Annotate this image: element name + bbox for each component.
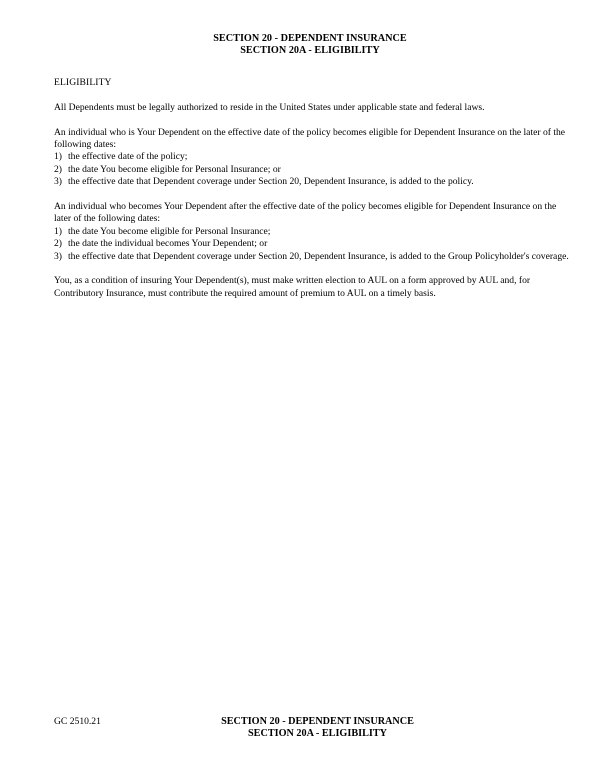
list-item-text: the effective date that Dependent coverage under Section 20, Dependent Insurance, is added to the policy. [68,176,474,188]
list-item-text: the date You become eligible for Personal Insurance; or [68,163,281,175]
document-footer [0,716,600,746]
header-title-line-2: SECTION 20A - ELIGIBILITY [240,45,380,57]
list-item-number: 2) [54,163,62,175]
paragraph-dependents-authorized: All Dependents must be legally authorized to reside in the United States under applicable state and federal laws. [54,101,485,113]
paragraph-written-election-condition: You, as a condition of insuring Your Dependent(s), must make written election to AUL on a form approved by AUL and, for Contributory Insurance, must contribute the required amount of premium to AUL on a timely basis. [54,275,531,299]
spacer [54,114,570,126]
list-item-number: 2) [54,238,62,250]
list-item-text: the effective date of the policy; [68,151,188,163]
list-item-text: the effective date that Dependent coverage under Section 20, Dependent Insurance, is added to the Group Policyholder's coverage. [68,250,569,262]
paragraph-becomes-dependent-after: An individual who becomes Your Dependent after the effective date of the policy becomes eligible for Dependent Insurance on the later of the following dates: [54,201,557,225]
document-body [54,77,570,300]
list-item-text: the date You become eligible for Personal Insurance; [68,225,271,237]
list-item [54,151,570,163]
list-item-number: 3) [54,250,62,262]
section-heading-eligibility: ELIGIBILITY [54,77,112,88]
list-item-number: 3) [54,176,62,188]
spacer [54,263,570,275]
list-item [54,226,570,238]
list-item [54,164,570,176]
spacer [54,189,570,201]
footer-title-line-1: SECTION 20 - DEPENDENT INSURANCE [221,716,414,727]
list-item-number: 1) [54,225,62,237]
list-item-text: the date the individual becomes Your Dependent; or [68,238,268,250]
header-title-line-1: SECTION 20 - DEPENDENT INSURANCE [213,33,407,44]
paragraph-dependent-on-effective-date: An individual who is Your Dependent on the effective date of the policy becomes eligible for Dependent Insurance on the later of the following dates: [54,126,566,150]
list-item-number: 1) [54,151,62,163]
footer-title-line-2: SECTION 20A - ELIGIBILITY [248,728,387,740]
eligibility-dates-list-1 [54,151,570,188]
footer-title [0,716,600,741]
document-header [0,33,600,58]
list-item [54,176,570,188]
eligibility-dates-list-2 [54,226,570,263]
footer-form-code: GC 2510.21 [54,716,101,727]
list-item [54,238,570,250]
list-item [54,251,570,263]
